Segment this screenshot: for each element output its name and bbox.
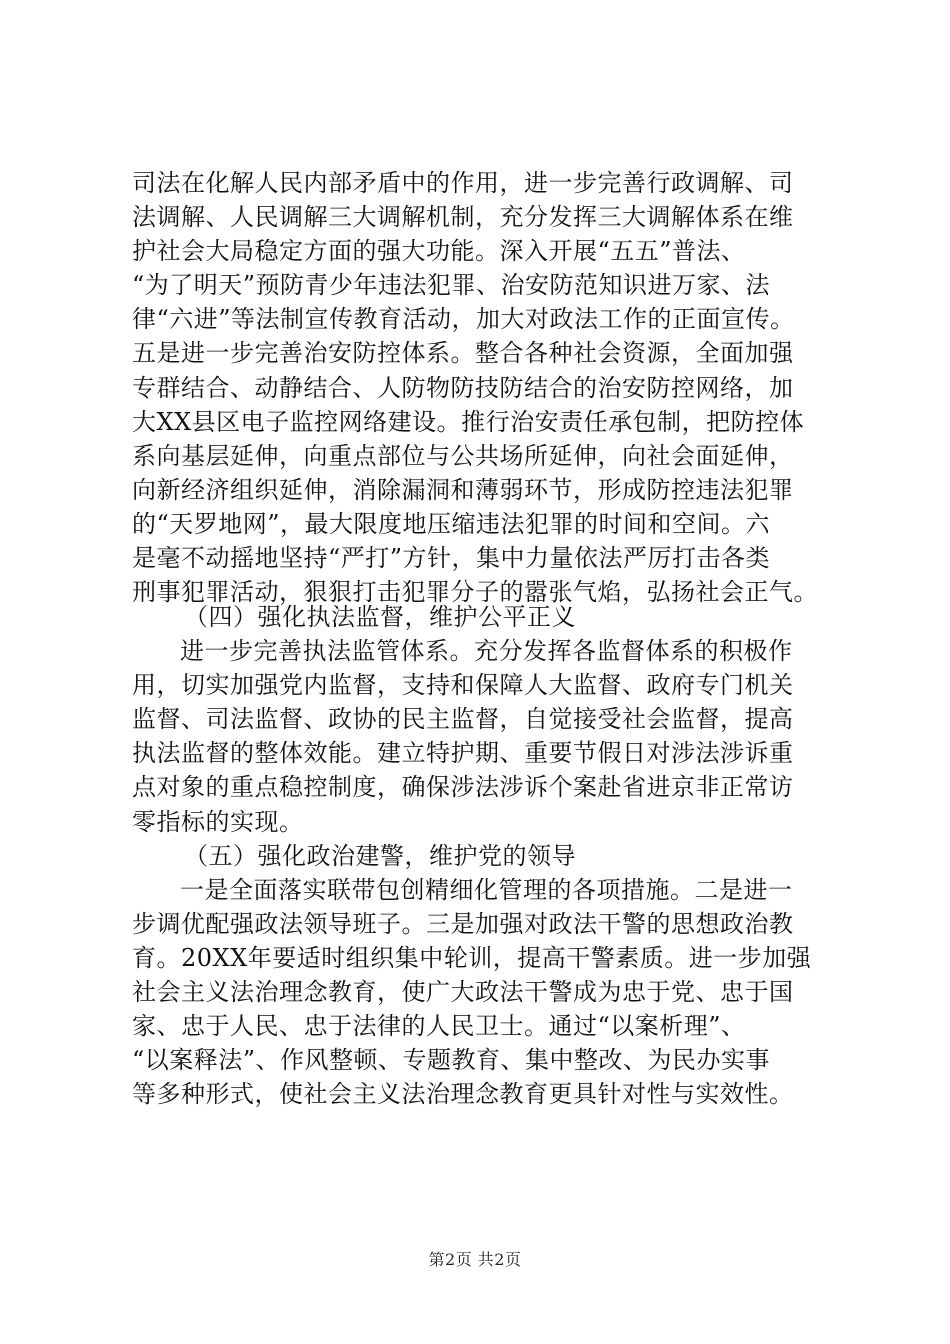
text-line: 护社会大局稳定方面的强大功能。深入开展“五五”普法、 — [132, 237, 746, 266]
text-line: 执法监督的整体效能。建立特护期、重要节假日对涉法涉诉重 — [132, 739, 794, 768]
section-five-heading: （五）强化政治建警，维护党的领导 — [184, 841, 576, 870]
text-line: 五是进一步完善治安防控体系。整合各种社会资源，全面加强 — [132, 339, 794, 368]
text-line: 进一步完善执法监管体系。充分发挥各监督体系的积极作 — [180, 637, 793, 666]
text-line: 向新经济组织延伸，消除漏洞和薄弱环节，形成防控违法犯罪 — [132, 475, 794, 504]
text-line: 点对象的重点稳控制度，确保涉法涉诉个案赴省进京非正常访 — [132, 773, 794, 802]
text-line: 专群结合、动静结合、人防物防技防结合的治安防控网络，加 — [132, 373, 794, 402]
text-line: 是毫不动摇地坚持“严打”方针，集中力量依法严厉打击各类 — [132, 544, 771, 573]
text-line: 系向基层延伸，向重点部位与公共场所延伸，向社会面延伸， — [132, 441, 794, 470]
page-number-footer: 第2页 共2页 — [428, 1250, 522, 1269]
text-line: 刑事犯罪活动，狠狠打击犯罪分子的嚣张气焰，弘扬社会正气。 — [132, 578, 818, 607]
text-line: 律“六进”等法制宣传教育活动，加大对政法工作的正面宣传。 — [132, 305, 795, 334]
text-line: 的“天罗地网”，最大限度地压缩违法犯罪的时间和空间。六 — [132, 509, 771, 538]
sections-four-five — [132, 600, 832, 1111]
text-line: 育。20XX年要适时组织集中轮训，提高干警素质。进一步加强 — [132, 943, 812, 972]
text-line: 用，切实加强党内监督，支持和保障人大监督、政府专门机关 — [132, 671, 794, 700]
text-line: “以案释法”、作风整顿、专题教育、集中整改、为民办实事 — [132, 1046, 771, 1075]
text-line: 监督、司法监督、政协的民主监督，自觉接受社会监督，提高 — [132, 705, 794, 734]
text-line: 大XX县区电子监控网络建设。推行治安责任承包制，把防控体 — [132, 407, 805, 436]
text-line: 社会主义法治理念教育，使广大政法干警成为忠于党、忠于国 — [132, 978, 794, 1007]
text-line: 步调优配强政法领导班子。三是加强对政法干警的思想政治教 — [132, 909, 794, 938]
text-line: 一是全面落实联带包创精细化管理的各项措施。二是进一 — [180, 875, 793, 904]
section-four-heading: （四）强化执法监督，维护公平正义 — [184, 603, 576, 631]
text-line: 零指标的实现。 — [132, 807, 304, 836]
text-line: 法调解、人民调解三大调解机制，充分发挥三大调解体系在维 — [132, 203, 794, 232]
text-line: “为了明天”预防青少年违法犯罪、治安防范知识进万家、法 — [132, 271, 771, 300]
text-line: 司法在化解人民内部矛盾中的作用，进一步完善行政调解、司 — [132, 169, 794, 197]
text-line: 家、忠于人民、忠于法律的人民卫士。通过“以案析理”、 — [132, 1012, 746, 1041]
section-continuation — [132, 166, 832, 609]
text-line: 等多种形式，使社会主义法治理念教育更具针对性与实效性。 — [132, 1080, 794, 1109]
